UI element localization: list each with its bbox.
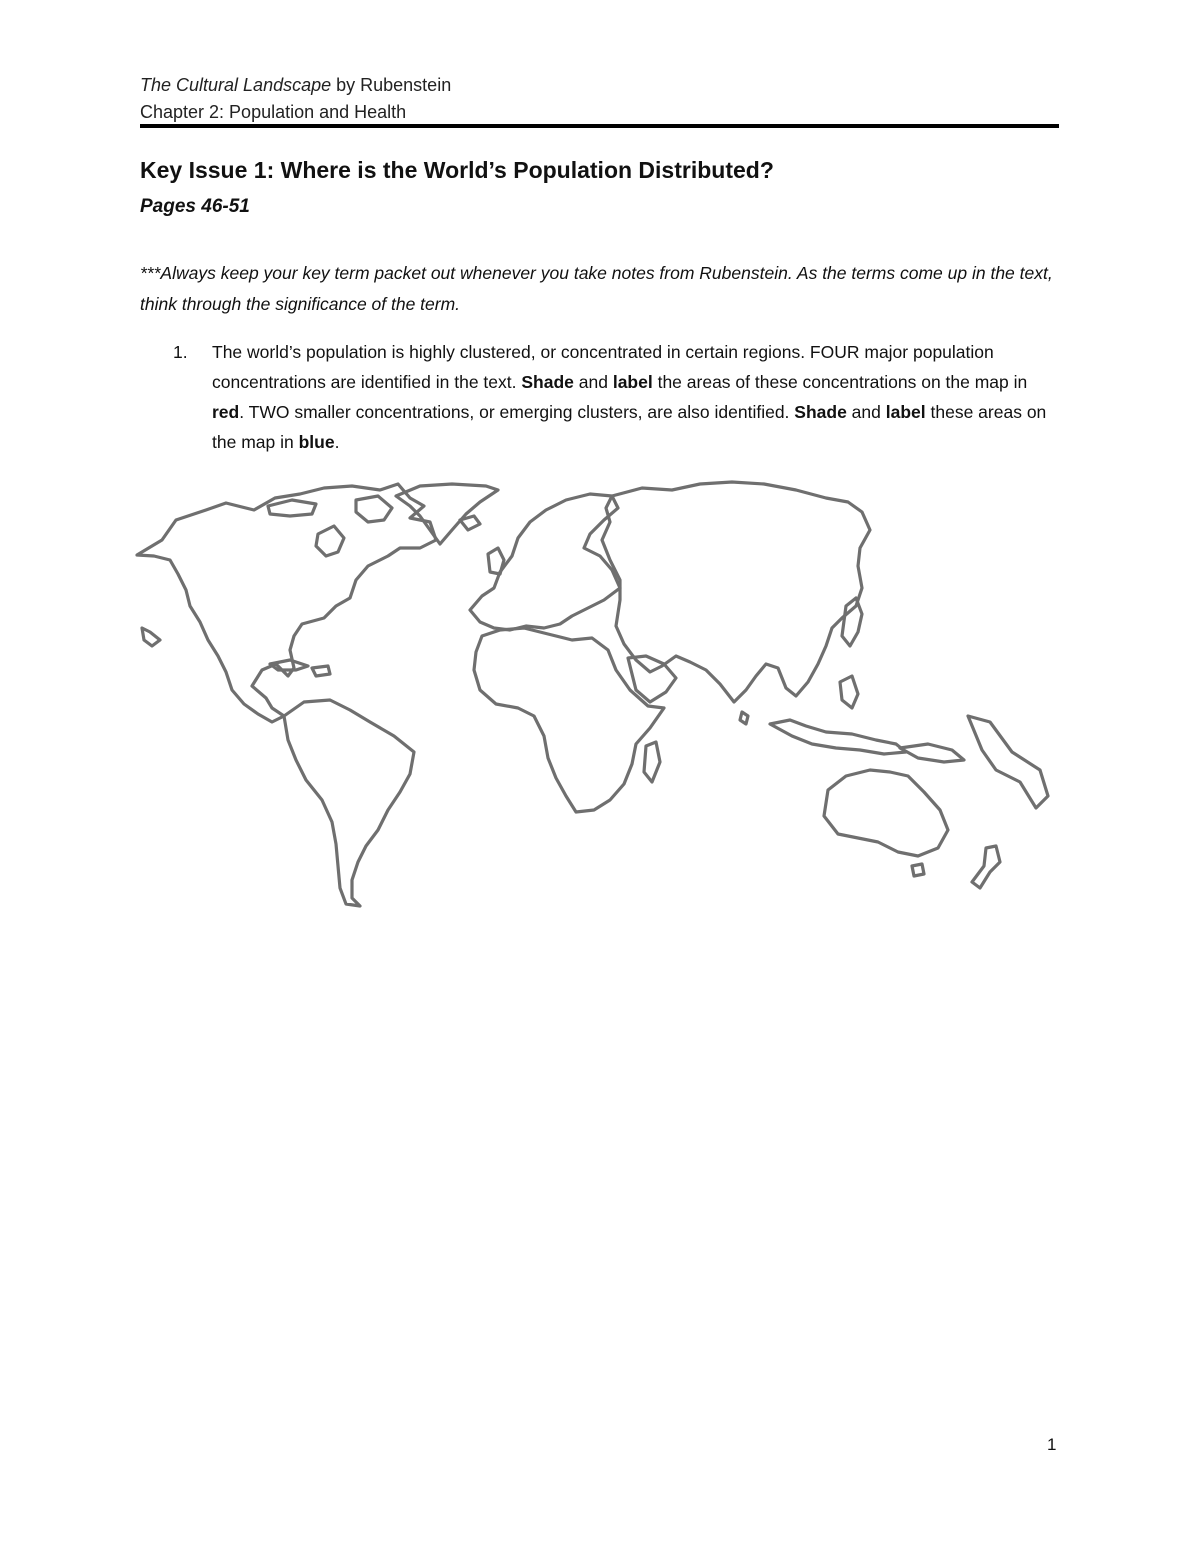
book-author: by Rubenstein <box>331 75 452 95</box>
shade-emphasis-2: Shade <box>794 402 847 422</box>
iceland-outline <box>460 516 480 530</box>
blue-emphasis: blue <box>298 432 335 452</box>
new-guinea-outline <box>900 744 964 762</box>
europe-outline <box>470 494 620 630</box>
question-number: 1. <box>173 342 188 362</box>
header-rule <box>140 124 1059 128</box>
alaska-islands-outline <box>142 628 160 646</box>
shade-emphasis: Shade <box>521 372 574 392</box>
north-america-outline <box>137 484 436 722</box>
page-header <box>140 72 451 126</box>
instruction-note: ***Always keep your key term packet out whenever you take notes from Rubenstein. As the terms come up in the text, think through the significance of the term. <box>140 263 1053 314</box>
hudson-bay-outline <box>316 526 344 556</box>
page-range: Pages 46-51 <box>140 196 250 217</box>
header-chapter: Chapter 2: Population and Health <box>140 102 407 122</box>
new-zealand-outline <box>972 846 1000 888</box>
japan-outline <box>842 598 862 646</box>
tasmania-outline <box>912 864 924 876</box>
greenland-outline <box>396 484 498 544</box>
australia-outline <box>824 770 948 856</box>
red-emphasis: red <box>212 402 240 422</box>
indonesia-outline <box>770 720 906 754</box>
pacific-islands-outline <box>968 716 1048 808</box>
asia-outline <box>602 482 870 702</box>
baffin-island-outline <box>356 496 392 522</box>
page-number: 1 <box>1047 1435 1057 1454</box>
header-book-line <box>140 72 451 99</box>
label-emphasis-2: label <box>885 402 926 422</box>
arctic-archipelago-outline <box>268 500 316 516</box>
question-text: The world’s population is highly clustered, or concentrated in certain regions. FOUR major population concentrations are identified in the text. Shade and label the areas of these concentrations on the map in red. TWO smaller concentrations, or emerging clusters, are also identified. Shade and label these areas on the map in blue. <box>212 342 1047 452</box>
hispaniola-outline <box>312 666 330 676</box>
key-issue-title: Key Issue 1: Where is the World’s Population Distributed? <box>140 157 774 183</box>
madagascar-outline <box>644 742 660 782</box>
label-emphasis: label <box>612 372 653 392</box>
sri-lanka-outline <box>740 712 748 724</box>
british-isles-outline <box>488 548 504 574</box>
philippines-outline <box>840 676 858 708</box>
book-title: The Cultural Landscape <box>140 75 332 95</box>
south-america-outline <box>284 700 414 906</box>
world-outline-map <box>130 475 1055 915</box>
